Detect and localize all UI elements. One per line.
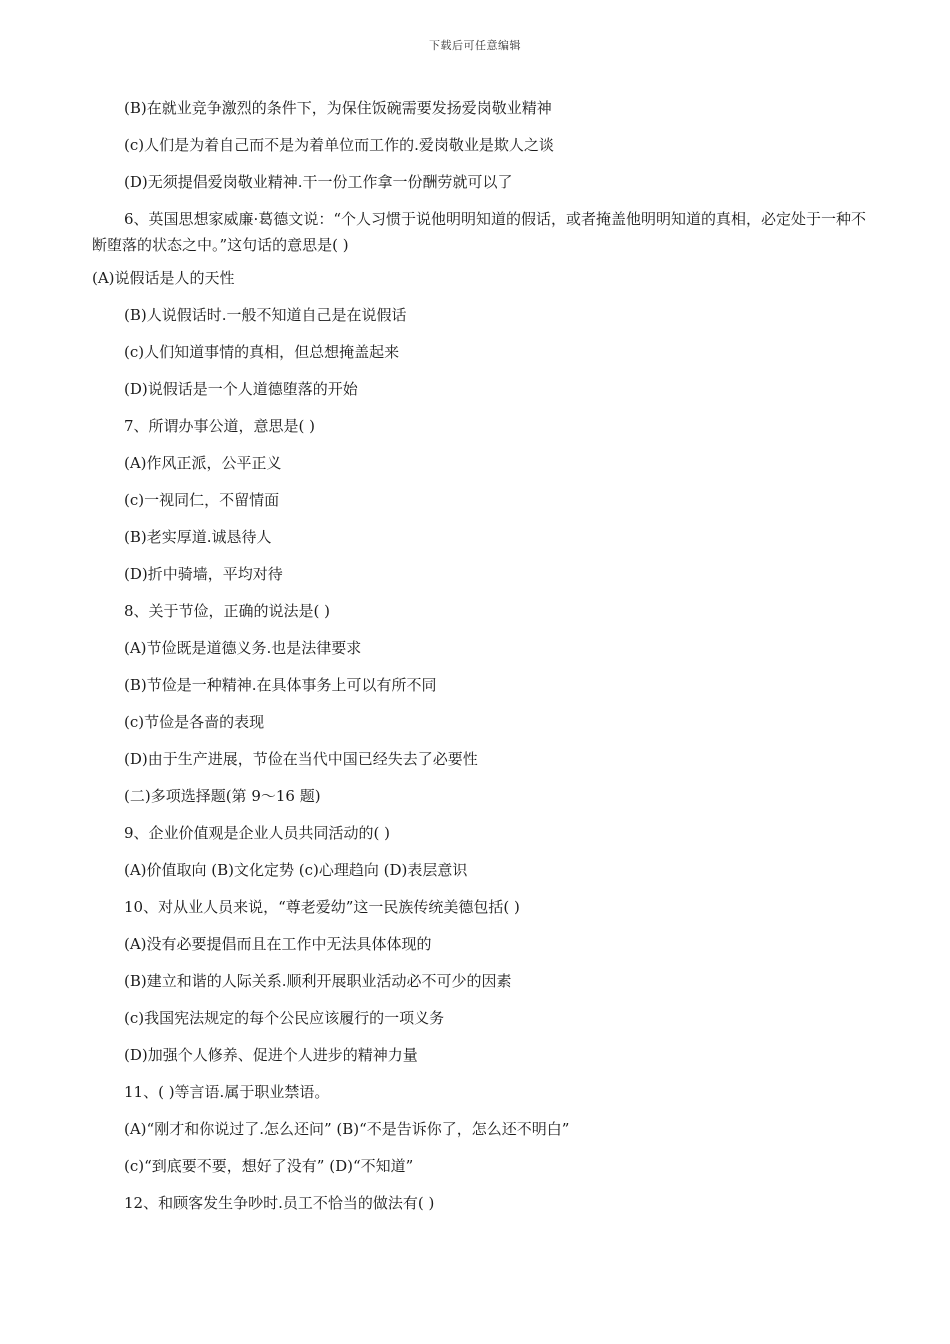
option-line: (c)一视同仁，不留情面 xyxy=(124,491,280,509)
option-line: (c)人们知道事情的真相，但总想掩盖起来 xyxy=(124,343,400,361)
option-line: (B)老实厚道.诚恳待人 xyxy=(124,528,272,546)
question-8: 8、关于节俭，正确的说法是( ) xyxy=(124,602,331,620)
question-10: 10、对从业人员来说，“尊老爱幼”这一民族传统美德包括( ) xyxy=(124,898,520,916)
option-line: (A)节俭既是道德义务.也是法律要求 xyxy=(124,639,362,657)
question-12: 12、和顾客发生争吵时.员工不恰当的做法有( ) xyxy=(124,1194,435,1212)
option-line: (B)人说假话时.一般不知道自己是在说假话 xyxy=(124,306,407,324)
page-header: 下载后可任意编辑 xyxy=(429,39,521,52)
option-line: (D)折中骑墙，平均对待 xyxy=(124,565,283,583)
option-line: (c)节俭是各啬的表现 xyxy=(124,713,265,731)
option-line: (B)建立和谐的人际关系.顺利开展职业活动必不可少的因素 xyxy=(124,972,512,990)
option-line: (c)人们是为着自己而不是为着单位而工作的.爱岗敬业是欺人之谈 xyxy=(124,136,554,154)
option-line: (D)由于生产进展，节俭在当代中国已经失去了必要性 xyxy=(124,750,478,768)
option-line: (A)价值取向 (B)文化定势 (c)心理趋向 (D)表层意识 xyxy=(124,861,468,879)
section-heading: (二)多项选择题(第 9～16 题) xyxy=(124,787,321,805)
option-line: (D)无须提倡爱岗敬业精神.干一份工作拿一份酬劳就可以了 xyxy=(124,173,513,191)
option-line: (B)节俭是一种精神.在具体事务上可以有所不同 xyxy=(124,676,437,694)
option-line: (A)作风正派，公平正义 xyxy=(124,454,282,472)
option-line: (D)加强个人修养、促进个人进步的精神力量 xyxy=(124,1046,418,1064)
option-line: (A)说假话是人的天性 xyxy=(92,269,235,287)
option-line: (D)说假话是一个人道德堕落的开始 xyxy=(124,380,358,398)
option-line: (c)我国宪法规定的每个公民应该履行的一项义务 xyxy=(124,1009,445,1027)
question-7: 7、所谓办事公道，意思是( ) xyxy=(124,417,316,435)
option-line: (A)“刚才和你说过了.怎么还问” (B)“不是告诉你了，怎么还不明白” xyxy=(124,1120,570,1138)
question-6: 6、英国思想家威廉·葛德文说：“个人习惯于说他明明知道的假话，或者掩盖他明明知道的真相，必定处于一种不断堕落的状态之中。”这句话的意思是( ) xyxy=(92,210,866,254)
option-line: (B)在就业竞争激烈的条件下，为保住饭碗需要发扬爱岗敬业精神 xyxy=(124,99,552,117)
document-body xyxy=(92,98,872,1230)
question-11: 11、( )等言语.属于职业禁语。 xyxy=(124,1083,330,1101)
option-line: (c)“到底要不要，想好了没有” (D)“不知道” xyxy=(124,1157,414,1175)
question-9: 9、企业价值观是企业人员共同活动的( ) xyxy=(124,824,391,842)
option-line: (A)没有必要提倡而且在工作中无法具体体现的 xyxy=(124,935,432,953)
